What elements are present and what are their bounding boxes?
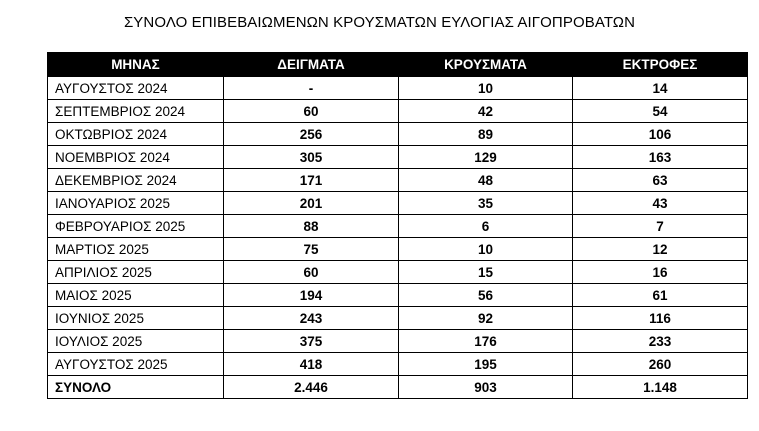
cell-month: ΑΥΓΟΥΣΤΟΣ 2025 [48, 353, 224, 376]
cell-cases: 15 [399, 261, 573, 284]
header-samples: ΔΕΙΓΜΑΤΑ [224, 53, 399, 77]
cell-month: ΝΟΕΜΒΡΙΟΣ 2024 [48, 146, 224, 169]
cell-samples: 305 [224, 146, 399, 169]
table-row [48, 100, 748, 123]
total-samples: 2.446 [224, 376, 399, 399]
cell-samples: - [224, 77, 399, 100]
cell-farms: 12 [573, 238, 748, 261]
table-row [48, 330, 748, 353]
table-row [48, 123, 748, 146]
total-farms: 1.148 [573, 376, 748, 399]
cell-cases: 56 [399, 284, 573, 307]
total-label: ΣΥΝΟΛΟ [48, 376, 224, 399]
cell-samples: 75 [224, 238, 399, 261]
cell-farms: 43 [573, 192, 748, 215]
cell-month: ΣΕΠΤΕΜΒΡΙΟΣ 2024 [48, 100, 224, 123]
cell-cases: 176 [399, 330, 573, 353]
cell-farms: 16 [573, 261, 748, 284]
cell-samples: 375 [224, 330, 399, 353]
header-month: ΜΗΝΑΣ [48, 53, 224, 77]
cell-month: ΑΠΡΙΛΙΟΣ 2025 [48, 261, 224, 284]
cell-farms: 7 [573, 215, 748, 238]
cell-farms: 260 [573, 353, 748, 376]
table-row [48, 353, 748, 376]
cases-table [47, 52, 748, 399]
cell-cases: 92 [399, 307, 573, 330]
cell-samples: 60 [224, 261, 399, 284]
header-farms: ΕΚΤΡΟΦΕΣ [573, 53, 748, 77]
cell-cases: 195 [399, 353, 573, 376]
table-row [48, 215, 748, 238]
page-title: ΣΥΝΟΛΟ ΕΠΙΒΕΒΑΙΩΜΕΝΩΝ ΚΡΟΥΣΜΑΤΩΝ ΕΥΛΟΓΙΑΣ ΑΙΓΟΠΡΟΒΑΤΩΝ [123, 14, 636, 31]
cell-farms: 54 [573, 100, 748, 123]
table-row [48, 284, 748, 307]
cell-month: ΙΟΥΝΙΟΣ 2025 [48, 307, 224, 330]
table-total-row [48, 376, 748, 399]
cell-month: ΔΕΚΕΜΒΡΙΟΣ 2024 [48, 169, 224, 192]
cell-cases: 10 [399, 238, 573, 261]
header-cases: ΚΡΟΥΣΜΑΤΑ [399, 53, 573, 77]
cell-samples: 171 [224, 169, 399, 192]
cell-samples: 88 [224, 215, 399, 238]
cell-cases: 129 [399, 146, 573, 169]
table-header-row [48, 53, 748, 77]
cell-farms: 61 [573, 284, 748, 307]
cell-month: ΦΕΒΡΟΥΑΡΙΟΣ 2025 [48, 215, 224, 238]
cell-samples: 201 [224, 192, 399, 215]
cell-month: ΜΑΙΟΣ 2025 [48, 284, 224, 307]
cell-cases: 6 [399, 215, 573, 238]
cell-samples: 256 [224, 123, 399, 146]
cell-month: ΙΑΝΟΥΑΡΙΟΣ 2025 [48, 192, 224, 215]
cell-samples: 418 [224, 353, 399, 376]
cell-samples: 60 [224, 100, 399, 123]
cell-cases: 10 [399, 77, 573, 100]
cell-farms: 63 [573, 169, 748, 192]
table-row [48, 192, 748, 215]
cell-samples: 194 [224, 284, 399, 307]
cell-cases: 42 [399, 100, 573, 123]
cell-cases: 35 [399, 192, 573, 215]
table-row [48, 146, 748, 169]
cell-month: ΑΥΓΟΥΣΤΟΣ 2024 [48, 77, 224, 100]
table-row [48, 307, 748, 330]
table-row [48, 238, 748, 261]
cell-farms: 116 [573, 307, 748, 330]
cell-farms: 233 [573, 330, 748, 353]
cell-month: ΜΑΡΤΙΟΣ 2025 [48, 238, 224, 261]
table-row [48, 77, 748, 100]
cell-month: ΙΟΥΛΙΟΣ 2025 [48, 330, 224, 353]
table-body [48, 77, 748, 399]
total-cases: 903 [399, 376, 573, 399]
table-row [48, 261, 748, 284]
cell-farms: 163 [573, 146, 748, 169]
cell-samples: 243 [224, 307, 399, 330]
table-row [48, 169, 748, 192]
cell-farms: 14 [573, 77, 748, 100]
cell-cases: 89 [399, 123, 573, 146]
cell-cases: 48 [399, 169, 573, 192]
cell-month: ΟΚΤΩΒΡΙΟΣ 2024 [48, 123, 224, 146]
cell-farms: 106 [573, 123, 748, 146]
